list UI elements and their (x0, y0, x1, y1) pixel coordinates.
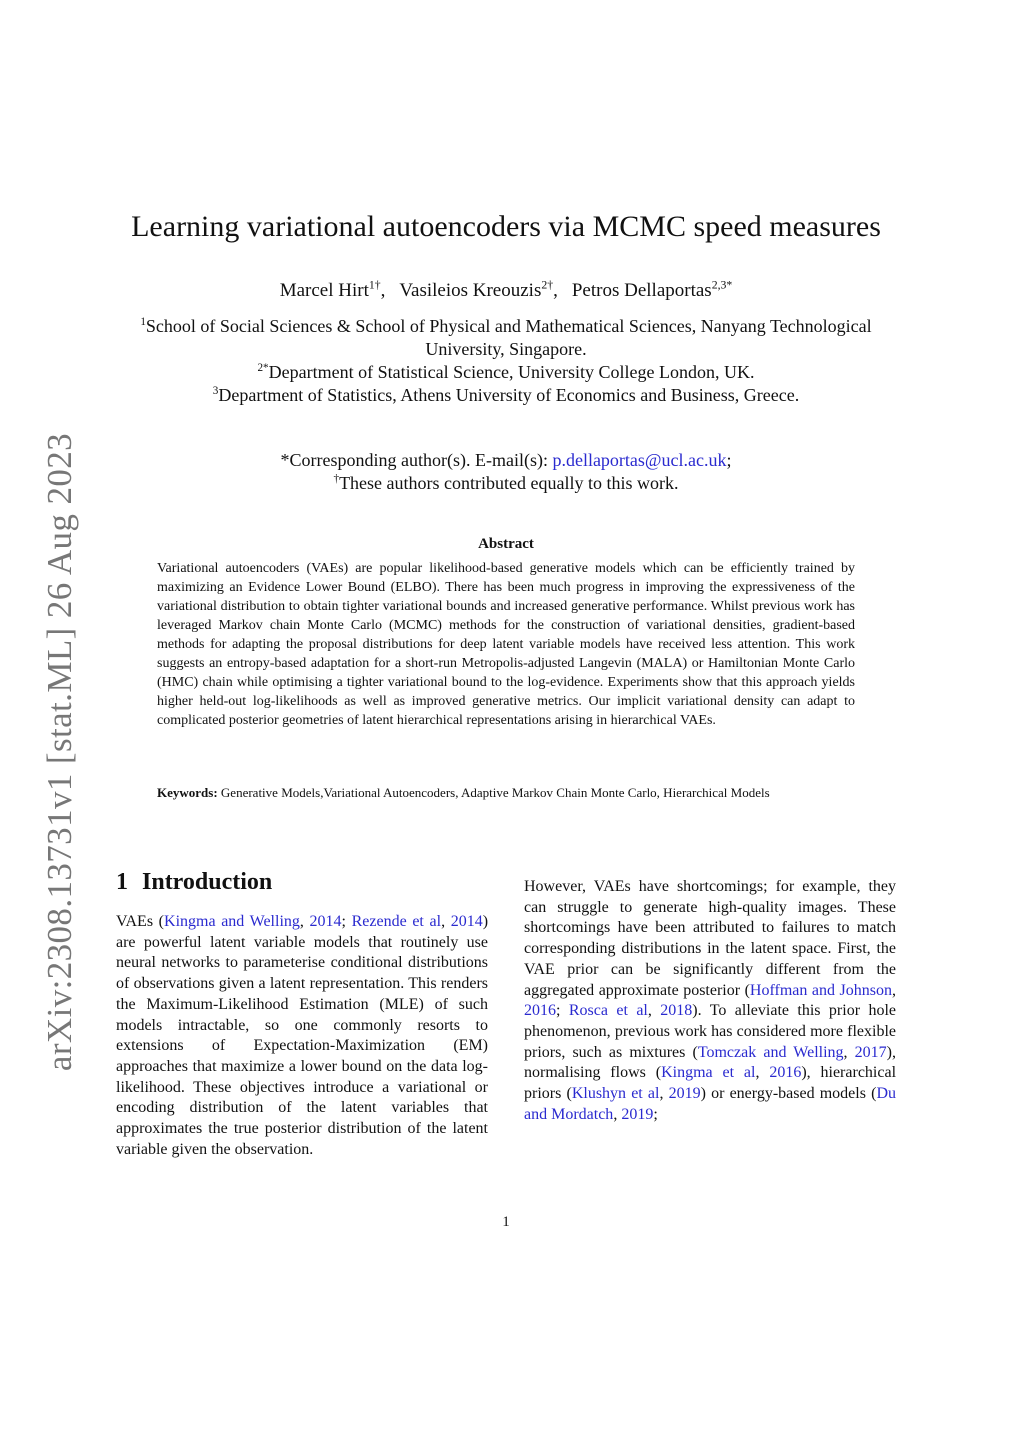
body-text: ; (653, 1105, 658, 1123)
section-number: 1 (116, 869, 128, 895)
body-text: , (843, 1043, 855, 1061)
affiliation-mark: 1 (140, 316, 146, 328)
affiliation-mark: 2* (257, 362, 269, 374)
equal-contribution-text: These authors contributed equally to this work. (339, 473, 679, 493)
keywords-text: Generative Models,Variational Autoencoders, Adaptive Markov Chain Monte Carlo, Hierarchical Models (220, 785, 770, 800)
affiliation-text: Department of Statistics, Athens University of Economics and Business, Greece. (218, 385, 800, 405)
body-text: , (892, 981, 896, 999)
intro-right-column (524, 877, 896, 1125)
arxiv-side-stamp: arXiv:2308.13731v1 [stat.ML] 26 Aug 2023 (40, 432, 79, 1072)
body-text: However, VAEs have shortcomings; for example, they can struggle to generate high-quality images. These shortcomings have been attributed to failures to match corresponding distributions in the latent space. First, the VAE prior can be significantly different from the aggregated approximate posterior ( (524, 878, 896, 999)
section-heading (116, 869, 272, 896)
citation-link[interactable]: 2017 (854, 1043, 887, 1061)
page-number: 1 (502, 1214, 510, 1230)
author-name: Vasileios Kreouzis (399, 280, 542, 301)
citation-link[interactable]: 2016 (524, 1002, 556, 1020)
author-affiliation-mark: 2,3* (711, 278, 733, 292)
citation-link[interactable]: 2019 (621, 1105, 654, 1123)
body-text: , (647, 1002, 661, 1020)
body-text: ), normalising flows ( (524, 1043, 896, 1082)
body-text: ) or energy-based models ( (700, 1085, 877, 1103)
citation-link[interactable]: Tomczak and Welling (697, 1043, 844, 1061)
affiliation-text: Department of Statistical Science, University College London, UK. (268, 362, 755, 382)
citation-link[interactable]: Rezende et al (351, 913, 442, 930)
body-text: , (659, 1085, 669, 1103)
citation-link[interactable]: Klushyn et al (571, 1085, 660, 1103)
equal-contribution-note (0, 473, 1012, 494)
citation-link[interactable]: 2014 (309, 913, 342, 930)
body-text: ; (556, 1002, 569, 1020)
body-text: , (613, 1105, 622, 1123)
citation-link[interactable]: Hoffman and Johnson (749, 981, 892, 999)
affiliation-text: School of Social Sciences & School of Physical and Mathematical Sciences, Nanyang Technological University, Singapore. (145, 316, 872, 359)
citation-link[interactable]: 2016 (769, 1064, 802, 1082)
paper-title: Learning variational autoencoders via MCMC speed measures (131, 210, 881, 243)
body-text: ), hierarchical priors ( (524, 1064, 897, 1103)
affiliation-1 (120, 315, 892, 361)
author-name: Marcel Hirt (279, 280, 369, 301)
citation-link[interactable]: Rosca et al (568, 1002, 648, 1020)
section-title: Introduction (142, 869, 273, 895)
keywords-label: Keywords: (157, 785, 218, 800)
citation-link[interactable]: Kingma and Welling (164, 913, 300, 930)
author-affiliation-mark: 2† (541, 278, 554, 292)
body-text: ) are powerful latent variable models that routinely use neural networks to parameterise conditional distributions of observations given a latent representation. This renders the Maximum-Likelihood Estimation (MLE) of such models intractable, so one commonly resorts to extensions of Expectation-Maximization (EM) approaches that maximize a lower bound on the data log-likelihood. These objectives introduce a variational or encoding distribution of the latent variables that approximates the true posterior distribution of the latent variable given the observation. (116, 913, 489, 1158)
body-text: ; (341, 913, 352, 930)
author-affiliation-mark: 1† (368, 278, 381, 292)
intro-left-column (116, 912, 488, 1160)
corresponding-label: *Corresponding author(s). E-mail(s): (280, 450, 553, 470)
citation-link[interactable]: 2014 (450, 913, 483, 930)
keywords (157, 784, 855, 801)
citation-link[interactable]: 2018 (660, 1002, 693, 1020)
corresponding-email-link[interactable]: p.dellaportas@ucl.ac.uk (552, 450, 727, 470)
dagger-mark: † (333, 473, 340, 485)
abstract-body: Variational autoencoders (VAEs) are popular likelihood-based generative models which can be efficiently trained by maximizing an Evidence Lower Bound (ELBO). There has been much progress in improving the expressiveness of the variational distribution to obtain tighter variational bounds and increased generative performance. Whilst previous work has leveraged Markov chain Monte Carlo (MCMC) methods for the construction of variational densities, gradient-based methods for adapting the proposal distributions for deep latent variable models have received less attention. This work suggests an entropy-based adaptation for a short-run Metropolis-adjusted Langevin (MALA) or Hamiltonian Monte Carlo (HMC) chain while optimising a tighter variational bound to the log-evidence. Experiments show that this approach yields higher held-out log-likelihoods as well as improved generative metrics. Our implicit variational density can adapt to complicated posterior geometries of latent hierarchical representations arising in hierarchical VAEs. (157, 561, 855, 728)
body-text: , (441, 913, 451, 930)
body-text: VAEs ( (116, 913, 165, 930)
citation-link[interactable]: 2019 (668, 1085, 701, 1103)
author-list: Marcel Hirt$^{1\dagger}$, Vasileios Kreouzis$^{2\dagger}$, Petros Dellaportas$^{2,3*}$ (279, 278, 733, 301)
body-text: , (299, 913, 310, 930)
abstract-heading: Abstract (478, 536, 534, 552)
corresponding-suffix: ; (726, 450, 732, 470)
affiliation-2 (120, 361, 892, 384)
body-text: , (755, 1064, 770, 1082)
affiliation-3 (120, 384, 892, 407)
citation-link[interactable]: Kingma et al (661, 1064, 756, 1082)
author-name: Petros Dellaportas (571, 280, 712, 301)
citation-link[interactable]: Du and Mordatch (524, 1085, 896, 1123)
affiliation-mark: 3 (212, 385, 219, 397)
corresponding-author-note (0, 450, 1012, 471)
body-text: ). To alleviate this prior hole phenomenon, previous work has considered more flexible priors, such as mixtures ( (524, 1002, 896, 1061)
